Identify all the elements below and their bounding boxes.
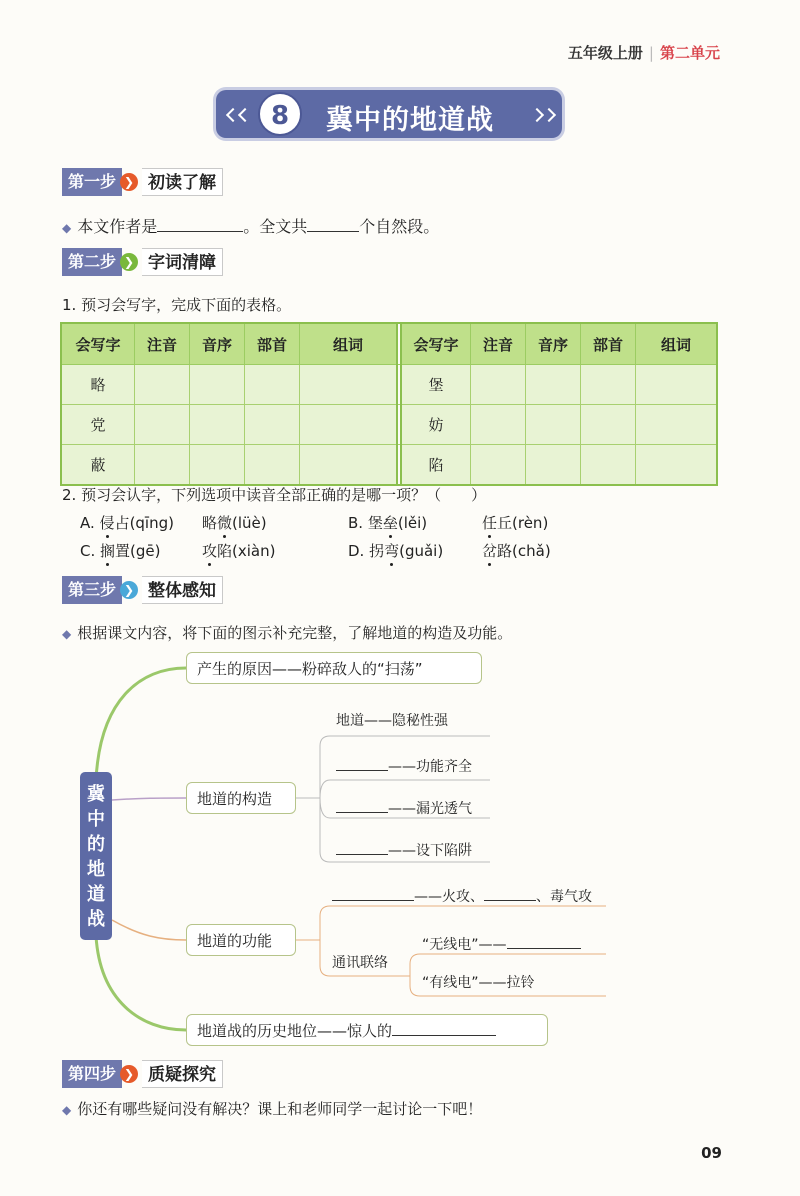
step-label: 第二步 xyxy=(62,248,122,276)
structure-item-4: ——设下陷阱 xyxy=(336,838,472,860)
mindmap-branch-cause: 产生的原因——粉碎敌人的“扫荡” xyxy=(186,652,482,684)
table-header: 组词 xyxy=(300,323,398,365)
mindmap-branch-structure: 地道的构造 xyxy=(186,782,296,814)
arrow-right-icon: ❯ xyxy=(120,1065,138,1083)
unit-label: 第二单元 xyxy=(659,44,720,62)
table-cell: 略 xyxy=(61,365,135,405)
table-cell: 陷 xyxy=(401,445,471,486)
option-b[interactable]: B. 堡垒(lěi) xyxy=(348,514,428,532)
grade-label: 五年级上册 xyxy=(567,44,643,62)
step-name: 整体感知 xyxy=(142,576,223,604)
table-header: 注音 xyxy=(135,323,190,365)
step-label: 第一步 xyxy=(62,168,122,196)
table-cell: 蔽 xyxy=(61,445,135,486)
mindmap-branch-history: 地道战的历史地位——惊人的 xyxy=(186,1014,548,1046)
step-name: 质疑探究 xyxy=(142,1060,223,1088)
answer-blank[interactable] xyxy=(336,838,388,855)
comm-wired: “有线电”——拉铃 xyxy=(422,975,535,991)
table-cell: 妨 xyxy=(401,405,471,445)
table-header: 音序 xyxy=(190,323,245,365)
page-number: 09 xyxy=(701,1144,722,1162)
table-header: 会写字 xyxy=(401,323,471,365)
option-c[interactable]: C. 搁置(gē) xyxy=(80,542,161,560)
step-3-instruction: ◆ 根据课文内容，将下面的图示补充完整，了解地道的构造及功能。 xyxy=(62,624,513,642)
option-a-word-2: 略微(lüè) xyxy=(202,514,267,532)
comm-wireless: “无线电”—— xyxy=(422,932,581,954)
table-header: 注音 xyxy=(471,323,526,365)
step-4-header xyxy=(62,1060,223,1088)
table-header: 音序 xyxy=(526,323,581,365)
lesson-title: 冀中的地道战 xyxy=(326,105,494,136)
step-4-prompt: ◆ 你还有哪些疑问没有解决？课上和老师同学一起讨论一下吧！ xyxy=(62,1100,483,1118)
answer-blank[interactable] xyxy=(484,884,536,901)
step-label: 第四步 xyxy=(62,1060,122,1088)
step-name: 初读了解 xyxy=(142,168,223,196)
lesson-number: 8 xyxy=(258,92,302,136)
option-d-word-2: 岔路(chǎ) xyxy=(482,542,551,560)
option-d[interactable]: D. 拐弯(guǎi) xyxy=(348,542,444,560)
structure-item-3: ——漏光透气 xyxy=(336,796,472,818)
table-cell: 堡 xyxy=(401,365,471,405)
table-header: 组词 xyxy=(636,323,718,365)
table-header: 会写字 xyxy=(61,323,135,365)
step-1-question: ◆ 本文作者是 。全文共 个自然段。 xyxy=(62,217,440,236)
diamond-icon: ◆ xyxy=(62,627,72,641)
mindmap-root: 冀 中 的 地 道 战 xyxy=(80,772,112,940)
table-header: 部首 xyxy=(245,323,300,365)
table-cell: 党 xyxy=(61,405,135,445)
diamond-icon: ◆ xyxy=(62,221,72,235)
option-b-word-2: 任丘(rèn) xyxy=(482,514,549,532)
answer-blank[interactable] xyxy=(507,932,581,949)
arrow-right-icon: ❯ xyxy=(120,173,138,191)
arrow-right-icon: ❯ xyxy=(120,253,138,271)
arrow-right-icon: ❯ xyxy=(120,581,138,599)
q1-text: 1. 预习会写字，完成下面的表格。 xyxy=(62,296,292,314)
step-label: 第三步 xyxy=(62,576,122,604)
q2-text: 2. 预习会认字，下列选项中读音全部正确的是哪一项？（ ） xyxy=(62,486,487,504)
mindmap-branch-function: 地道的功能 xyxy=(186,924,296,956)
diamond-icon: ◆ xyxy=(62,1103,72,1117)
step-name: 字词清障 xyxy=(142,248,223,276)
function-item-attack: ——火攻、 、毒气攻 xyxy=(332,884,592,906)
header-breadcrumb: 五年级上册 | 第二单元 xyxy=(567,44,720,62)
structure-item-1: 地道——隐秘性强 xyxy=(336,713,448,729)
answer-blank[interactable] xyxy=(392,1019,496,1036)
option-c-word-2: 攻陷(xiàn) xyxy=(202,542,276,560)
table-header: 部首 xyxy=(581,323,636,365)
structure-item-2: ——功能齐全 xyxy=(336,754,472,776)
answer-blank[interactable] xyxy=(332,884,414,901)
answer-blank[interactable] xyxy=(336,796,388,813)
option-a[interactable]: A. 侵占(qīng) xyxy=(80,514,174,532)
function-item-comm: 通讯联络 xyxy=(332,955,388,971)
answer-blank[interactable] xyxy=(336,754,388,771)
